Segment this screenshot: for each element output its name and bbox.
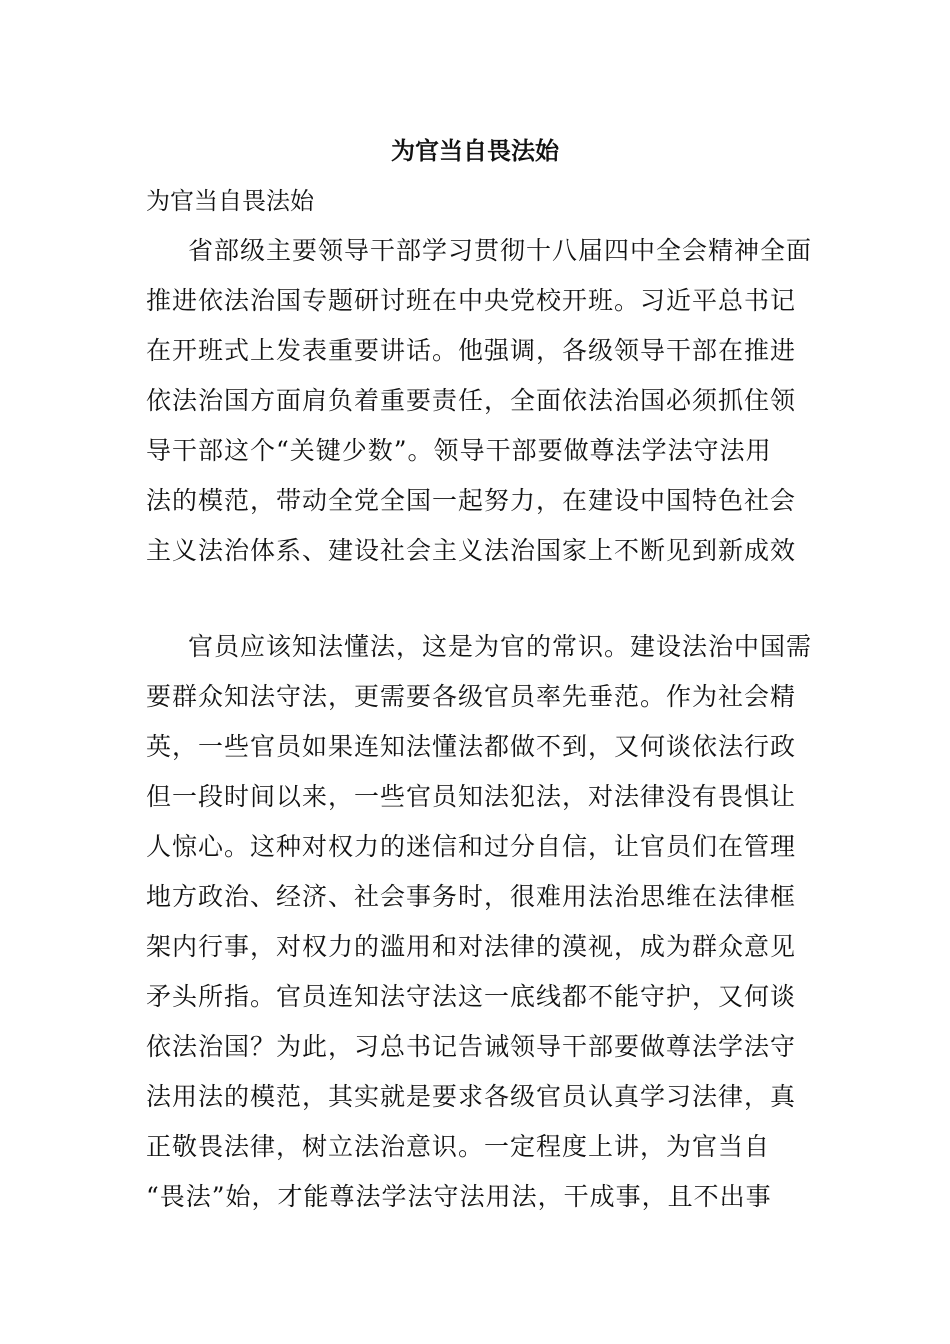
paragraph-line: 省部级主要领导干部学习贯彻十八届四中全会精神全面 xyxy=(188,236,813,265)
paragraph-line: 正敬畏法律，树立法治意识。一定程度上讲，为官当自 xyxy=(146,1132,771,1161)
paragraph-line: 导干部这个“关键少数”。领导干部要做尊法学法守法用 xyxy=(146,436,772,465)
paragraph-line: 官员应该知法懂法，这是为官的常识。建设法治中国需 xyxy=(188,632,813,661)
paragraph-line: 主义法治体系、建设社会主义法治国家上不断见到新成效 xyxy=(146,536,797,565)
paragraph-1 xyxy=(146,226,816,576)
paragraph-line: 法的模范，带动全党全国一起努力，在建设中国特色社会 xyxy=(146,486,797,515)
paragraph-line: 英，一些官员如果连知法懂法都做不到，又何谈依法行政 xyxy=(146,732,797,761)
paragraph-line: 地方政治、经济、社会事务时，很难用法治思维在法律框 xyxy=(146,882,797,911)
paragraph-line: 依法治国方面肩负着重要责任，全面依法治国必须抓住领 xyxy=(146,386,797,415)
paragraph-line: 在开班式上发表重要讲话。他强调，各级领导干部在推进 xyxy=(146,336,797,365)
paragraph-line: 但一段时间以来，一些官员知法犯法，对法律没有畏惧让 xyxy=(146,782,797,811)
paragraph-line: 法用法的模范，其实就是要求各级官员认真学习法律，真 xyxy=(146,1082,797,1111)
paragraph-line: 推进依法治国专题研讨班在中央党校开班。习近平总书记 xyxy=(146,286,797,315)
paragraph-line: 要群众知法守法，更需要各级官员率先垂范。作为社会精 xyxy=(146,682,797,711)
paragraph-line: “畏法”始，才能尊法学法守法用法，干成事，且不出事 xyxy=(146,1182,772,1211)
paragraph-line: 矛头所指。官员连知法守法这一底线都不能守护，又何谈 xyxy=(146,982,797,1011)
paragraph-line: 人惊心。这种对权力的迷信和过分自信，让官员们在管理 xyxy=(146,832,797,861)
document-title: 为官当自畏法始 xyxy=(391,136,559,165)
document-subtitle: 为官当自畏法始 xyxy=(146,187,314,215)
paragraph-line: 架内行事，对权力的滥用和对法律的漠视，成为群众意见 xyxy=(146,932,797,961)
paragraph-2 xyxy=(146,622,816,1222)
paragraph-line: 依法治国？为此，习总书记告诫领导干部要做尊法学法守 xyxy=(146,1032,797,1061)
